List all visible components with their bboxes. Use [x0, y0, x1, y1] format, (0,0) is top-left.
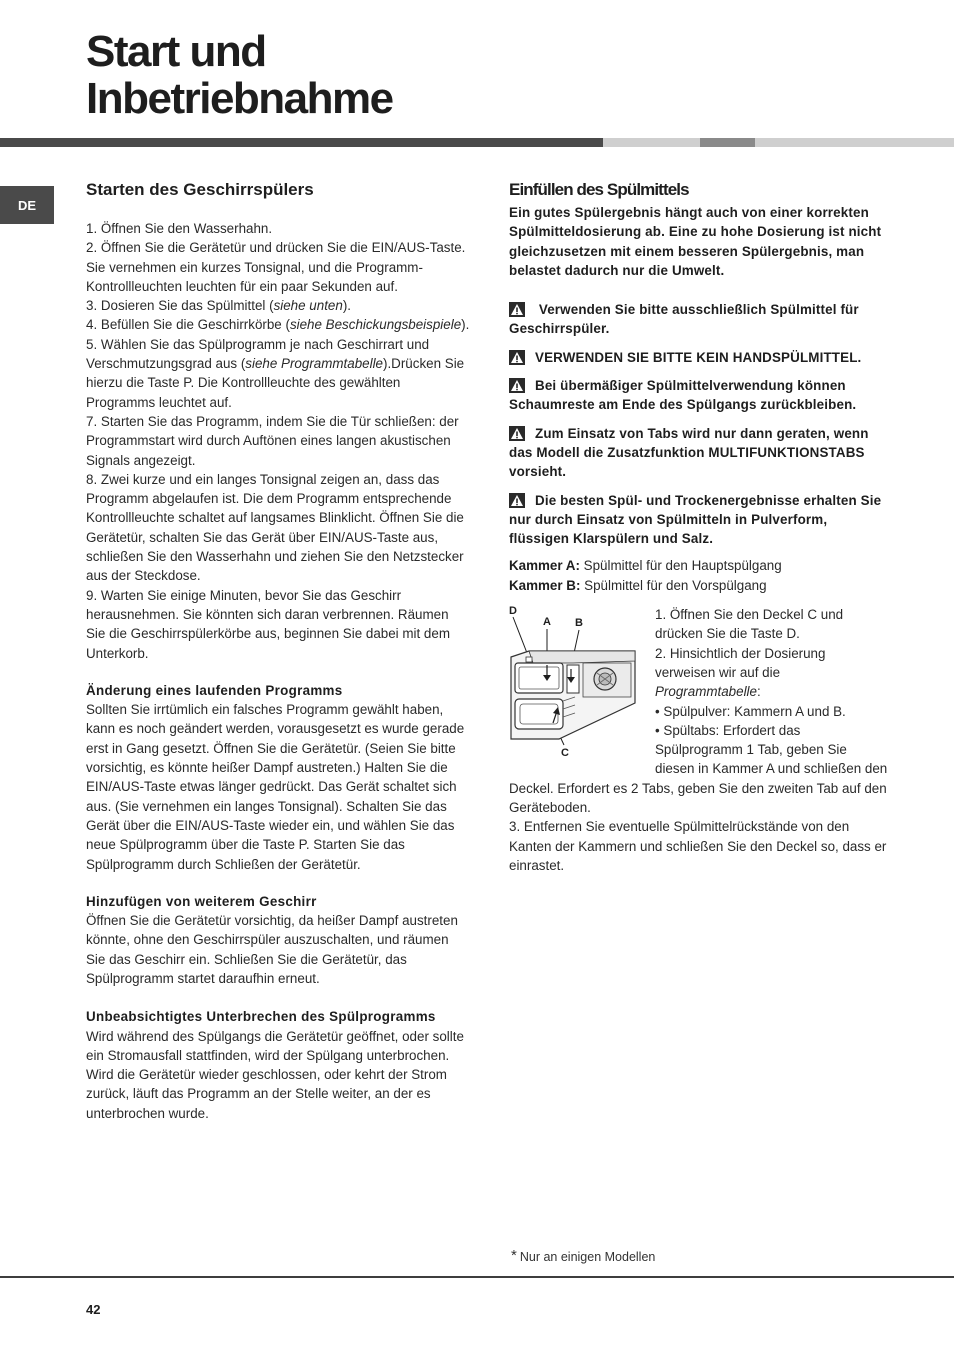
section-heading-detergent: Einfüllen des Spülmittels [509, 180, 689, 199]
header-band-mid [603, 138, 700, 147]
figure-label-a: A [543, 616, 551, 629]
step-item: 4. Befüllen Sie die Geschirrkörbe (siehe Beschickungsbeispiele). [86, 317, 470, 333]
warning-note: VERWENDEN SIE BITTE KEIN HANDSPÜLMITTEL. [509, 348, 889, 367]
section-add-dishes [86, 892, 470, 988]
instruction-bullet-powder: • Spülpulver: Kammern A und B. [655, 703, 846, 719]
cross-reference: siehe Programmtabelle [245, 356, 383, 372]
paragraph: Wird während des Spülgangs die Gerätetür geöffnet, oder sollte ein Stromausfall stattfinden, wird der Spülgang unterbrochen. Wird die Gerätetür wieder geschlossen, oder kehrt der Strom zurück, läuft das Programm an der Stelle weiter, an der es unterbrochen wurde. [86, 1028, 464, 1121]
figure-label-c: C [561, 747, 569, 760]
step-item: 8. Zwei kurze und ein langes Tonsignal zeigen an, dass das Programm abgelaufen ist. Die dem Programm entsprechende Kontrollleuchte schaltet auf langsames Blinklicht. Öffnen Sie die Gerätetür, schalten Sie das Gerät über EIN/AUS-Taste aus, schließen Sie den Wasserhahn und ziehen Sie den Netzstecker aus der Steckdose. [86, 471, 464, 584]
intro-paragraph: Ein gutes Spülergebnis hängt auch von einer korrekten Spülmitteldosierung ab. Eine zu hohe Dosierung ist nicht gleichzusetzen mit einem besseren Spülergebnis, man belastet dadurch nur die Umwelt. [509, 205, 882, 278]
warning-triangle-icon [509, 426, 525, 441]
warning-triangle-icon [509, 378, 525, 393]
section-heading-start: Starten des Geschirrspülers [86, 180, 314, 199]
step-item: 2. Öffnen Sie die Gerätetür und drücken Sie die EIN/AUS-Taste. Sie vernehmen ein kurzes Tonsignal, und die Programm-Kontrollleuchten leuchten für ein paar Sekunden auf. [86, 240, 466, 294]
start-steps-list [86, 219, 470, 663]
subheading: Unbeabsichtigtes Unterbrechen des Spülprogramms [86, 1009, 436, 1025]
instruction-step-3: 3. Entfernen Sie eventuelle Spülmittelrückstände von den Kanten der Kammern und schließen Sie den Deckel so, dass er einrastet. [509, 819, 887, 873]
cross-reference: siehe Beschickungsbeispiele [289, 317, 462, 333]
step-item: 1. Öffnen Sie den Wasserhahn. [86, 221, 273, 236]
left-column [86, 177, 470, 1123]
paragraph: Öffnen Sie die Gerätetür vorsichtig, da heißer Dampf austreten könnte, ohne den Geschirrspüler auszuschalten, und räumen Sie das Geschirr ein. Schließen Sie die Gerätetür, das Spülprogramm startet daraufhin erneut. [86, 913, 458, 986]
header-band-dark [0, 138, 603, 147]
section-change-program [86, 681, 470, 874]
warning-triangle-icon [509, 302, 525, 317]
warning-triangle-icon [509, 350, 525, 365]
language-tab: DE [0, 186, 54, 224]
chamber-a: Kammer A: Spülmittel für den Hauptspülgang [509, 558, 782, 574]
page-number: 42 [86, 1302, 101, 1317]
figure-label-d: D [509, 605, 517, 618]
instruction-step-1: 1. Öffnen Sie den Deckel C und drücken Sie die Taste D. [655, 607, 844, 642]
step-item: 5. Wählen Sie das Spülprogramm je nach Geschirrart und Verschmutzungsgrad aus (siehe Programmtabelle).Drücken Sie hierzu die Taste P. Die Kontrollleuchte des gewählten Programms leuchtet auf. [86, 336, 465, 410]
paragraph: Sollten Sie irrtümlich ein falsches Programm gewählt haben, kann es noch geändert werden, vorausgesetzt es wurde gerade erst in Gang gesetzt. Öffnen Sie die Gerätetür. (Seien Sie bitte vorsichtig, es könnte heißer Dampf austreten.) Halten Sie die EIN/AUS-Taste etwas länger gedrückt. Das Gerät schaltet sich aus. (Sie vernehmen ein langes Tonsignal). Schalten Sie das Gerät über die EIN/AUS-Taste wieder ein, und wählen Sie das neue Spülprogramm über die Taste P. Starten Sie das Spülprogramm durch Schließen der Gerätetür. [86, 702, 465, 872]
warning-triangle-icon [509, 493, 525, 508]
footer-divider [0, 1276, 954, 1278]
dispenser-instructions [509, 605, 889, 875]
detergent-dispenser-diagram [509, 605, 643, 761]
figure-label-b: B [575, 617, 583, 630]
instruction-bullet-tabs: • Spültabs: Erfordert das Spülprogramm 1 Tab, geben Sie diesen in Kammer A und schließen den Deckel. Erfordert es 2 Tabs, geben Sie den zweiten Tab auf den Geräteboden. [509, 722, 888, 816]
footnote-marker: * [511, 1247, 517, 1264]
section-interruption [86, 1007, 470, 1123]
step-item: 7. Starten Sie das Programm, indem Sie die Tür schließen: der Programmstart wird durch Auftönen eines langen akustischen Signals angezeigt. [86, 413, 459, 468]
warning-note: Bei übermäßiger Spülmittelverwendung können Schaumreste am Ende des Spülgangs zurückbleiben. [509, 378, 857, 413]
chamber-list [509, 556, 889, 595]
footnote-text: Nur an einigen Modellen [519, 1250, 656, 1264]
warning-note: Verwenden Sie bitte ausschließlich Spülmittel für Geschirrspüler. [509, 302, 859, 337]
cross-reference: Programmtabelle [655, 684, 757, 700]
subheading: Hinzufügen von weiterem Geschirr [86, 893, 317, 909]
subheading: Änderung eines laufenden Programms [86, 682, 343, 698]
header-band-accent [700, 138, 755, 147]
cross-reference: siehe unten [273, 298, 343, 314]
header-band-light [755, 138, 954, 147]
footnote [511, 1247, 655, 1264]
step-item: 3. Dosieren Sie das Spülmittel (siehe unten). [86, 298, 351, 314]
right-column [509, 177, 889, 875]
warning-note: Zum Einsatz von Tabs wird nur dann geraten, wenn das Modell die Zusatzfunktion MULTIFUNKTIONSTABS vorsieht. [509, 425, 869, 480]
chamber-b: Kammer B: Spülmittel für den Vorspülgang [509, 577, 767, 593]
page-title: Start und Inbetriebnahme [86, 27, 393, 123]
step-item: 9. Warten Sie einige Minuten, bevor Sie das Geschirr herausnehmen. Sie könnten sich daran verbrennen. Räumen Sie die Geschirrspülerkörbe aus, beginnen Sie dabei mit dem Unterkorb. [86, 587, 450, 661]
instruction-step-2: 2. Hinsichtlich der Dosierung verweisen wir auf die Programmtabelle: [655, 645, 826, 700]
warning-note: Die besten Spül- und Trockenergebnisse erhalten Sie nur durch Einsatz von Spülmitteln in Pulverform, flüssigen Klarspülern und Salz. [509, 492, 882, 547]
